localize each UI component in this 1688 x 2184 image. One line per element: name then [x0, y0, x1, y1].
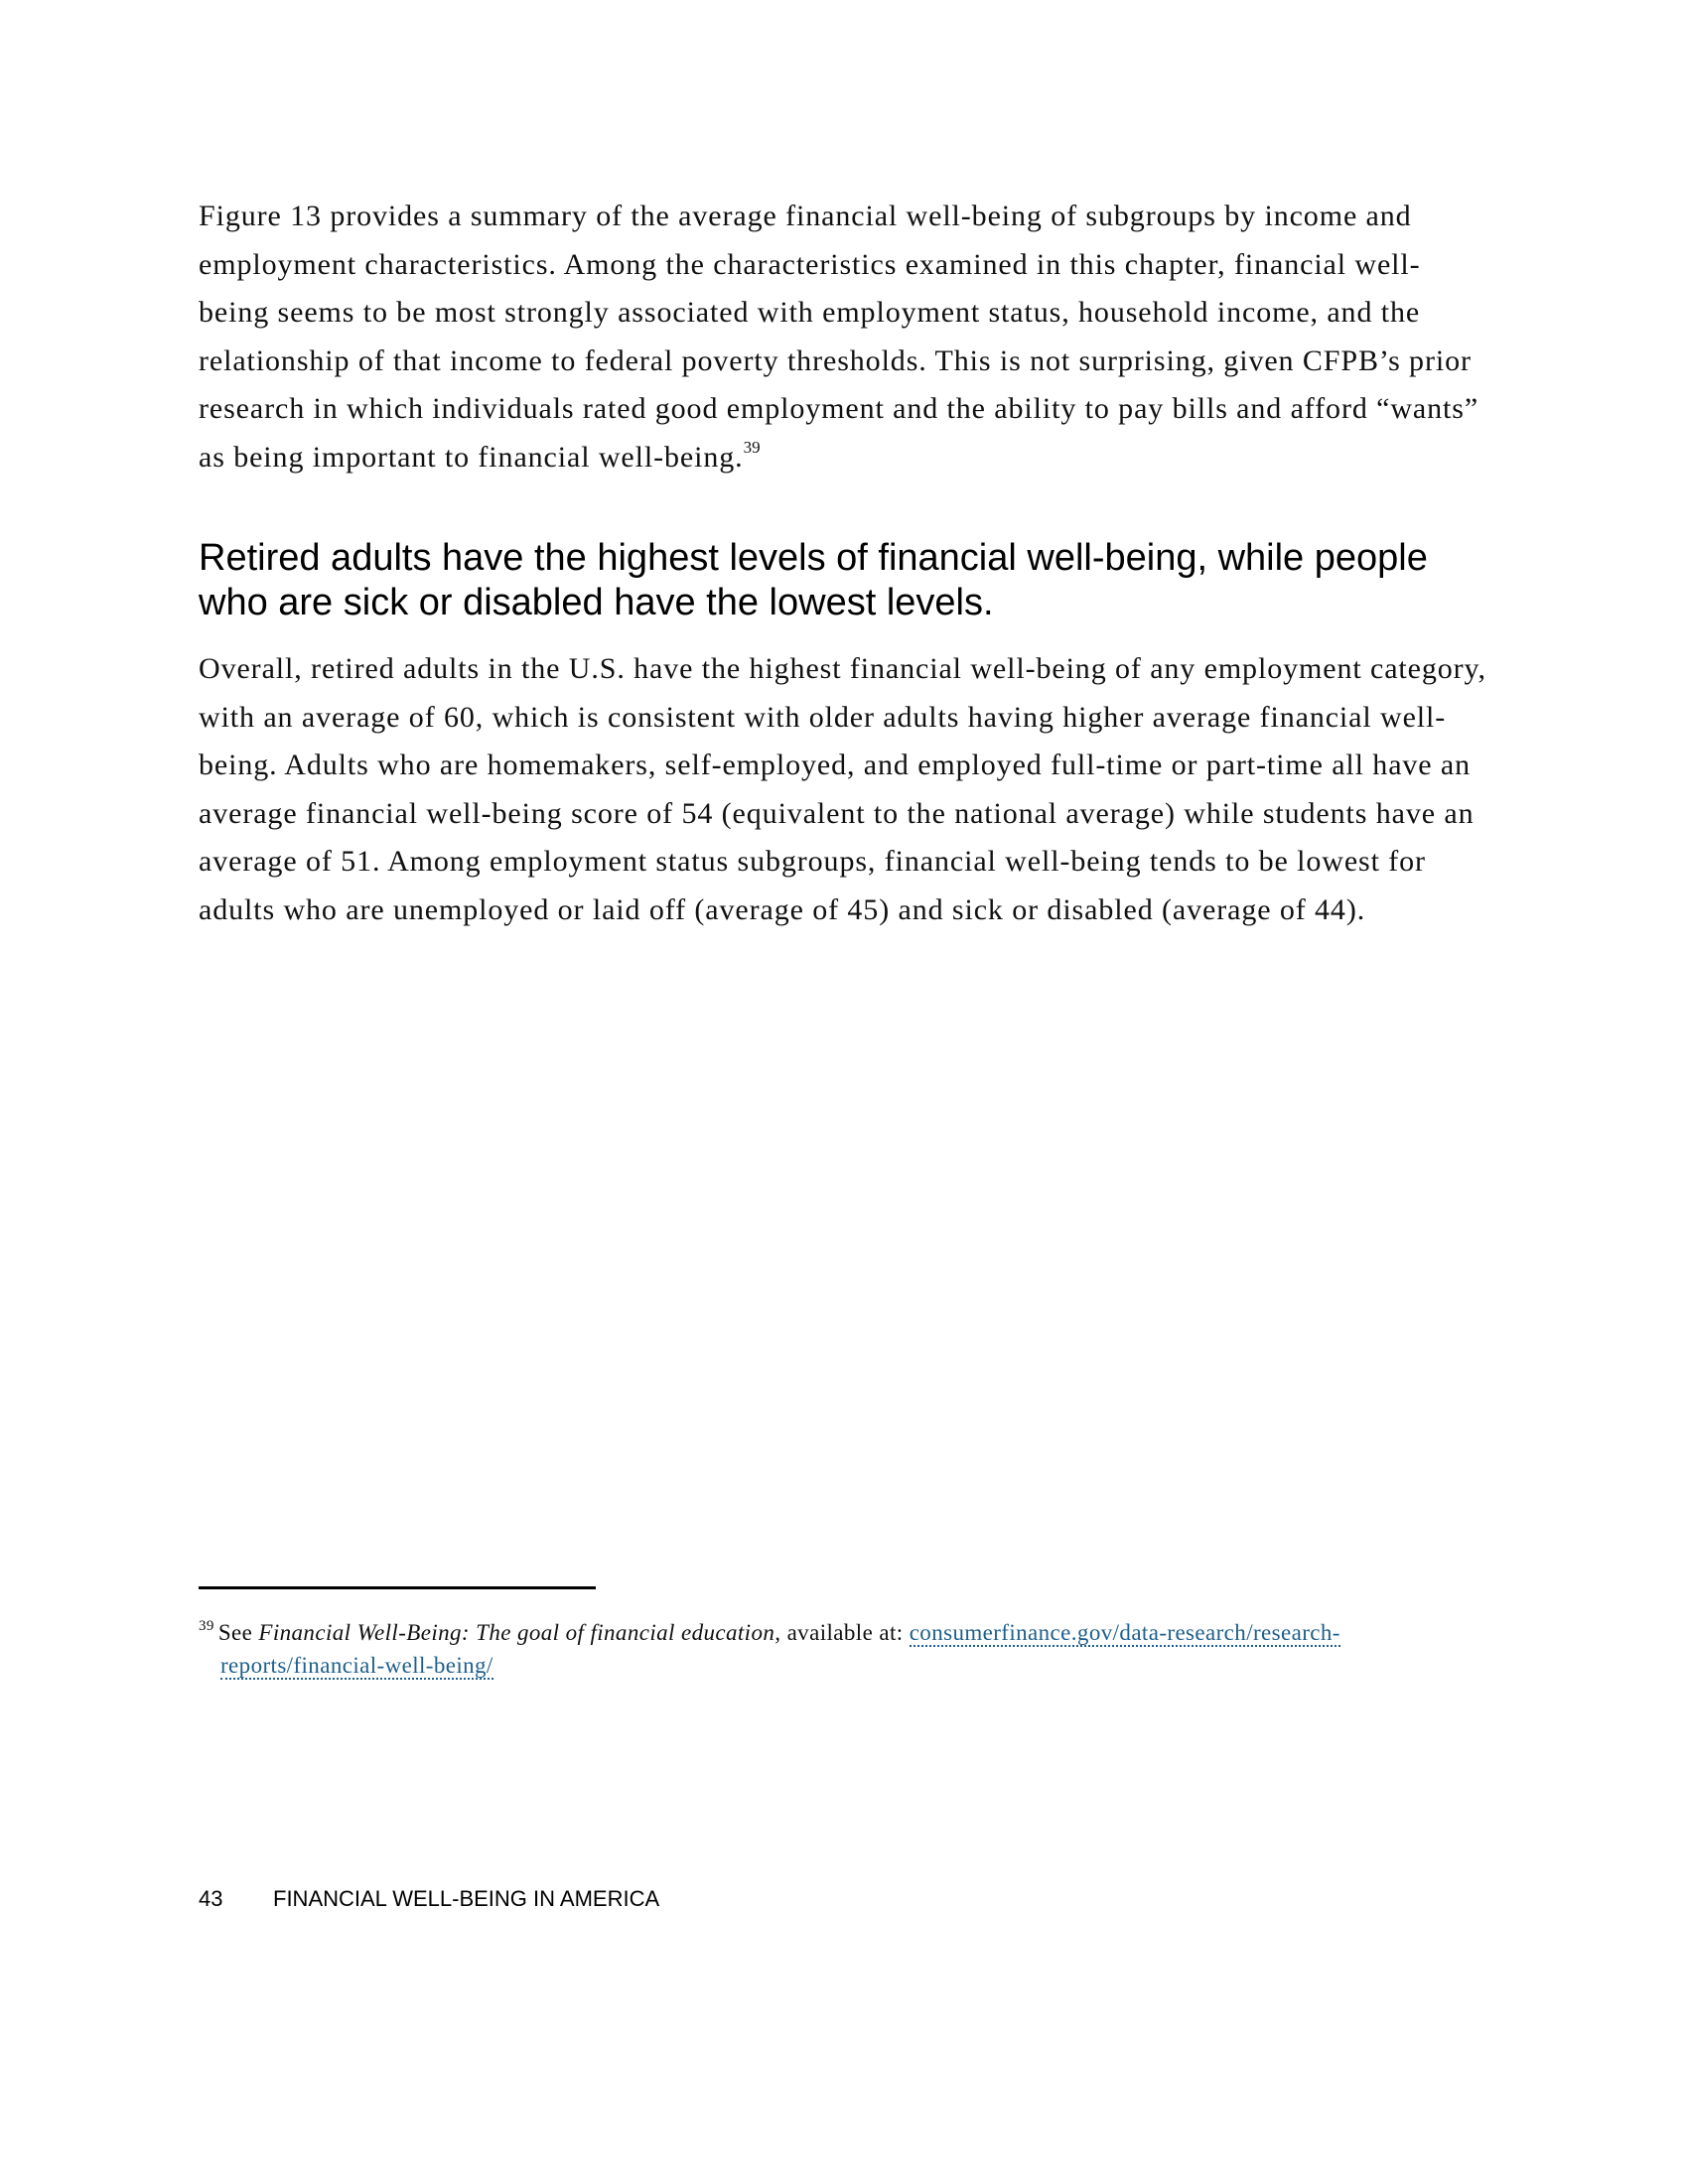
footnote-available-text: available at: [786, 1620, 904, 1645]
paragraph-1-text: Figure 13 provides a summary of the average financial well-being of subgroups by income and employment characteristics. Among the characteristics examined in this chapter, financial well-being seems to be most strongly associated with employment status, household income, and the relationship of that income to federal poverty thresholds. This is not surprising, given CFPB’s prior research in which individuals rated good employment and the ability to pay bills and afford “wants” as being important to financial well-being. [199, 200, 1479, 474]
footnote-link[interactable]: consumerfinance.gov/data-research/research-reports/financial-well-being/ [220, 1620, 1340, 1678]
page-footer [199, 1886, 659, 1912]
footnote-source-title: Financial Well-Being: The goal of financial education, [258, 1620, 781, 1645]
footnote-number: 39 [199, 1618, 214, 1634]
body-paragraph-1 [199, 193, 1489, 481]
section-heading: Retired adults have the highest levels of financial well-being, while people who are sick or disabled have the lowest levels. [199, 537, 1428, 623]
document-title: FINANCIAL WELL-BEING IN AMERICA [273, 1886, 660, 1911]
body-paragraph-2 [199, 645, 1489, 934]
footnote-prefix: See [217, 1620, 253, 1645]
page-number: 43 [199, 1886, 223, 1911]
footnote-separator [199, 1586, 596, 1589]
footnote-reference[interactable]: 39 [743, 437, 761, 457]
footnote [199, 1616, 1362, 1682]
paragraph-2-text: Overall, retired adults in the U.S. have the highest financial well-being of any employment category, with an average of 60, which is consistent with older adults having higher average financial well-being. Adults who are homemakers, self-employed, and employed full-time or part-time all have an average financial well-being score of 54 (equivalent to the national average) while students have an average of 51. Among employment status subgroups, financial well-being tends to be lowest for adults who are unemployed or laid off (average of 45) and sick or disabled (average of 44). [199, 652, 1486, 926]
